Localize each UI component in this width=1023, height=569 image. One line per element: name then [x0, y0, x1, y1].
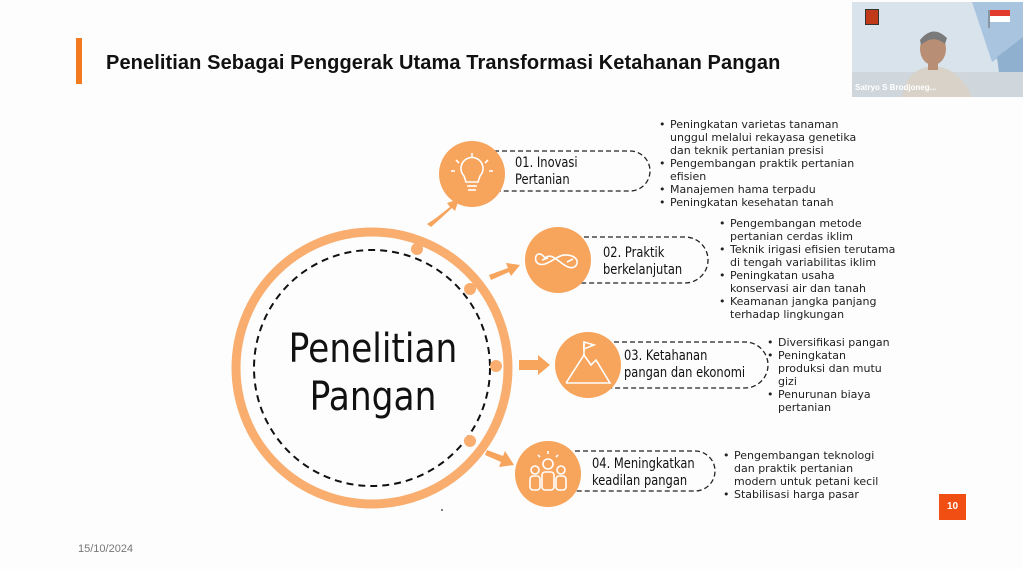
item-3-label-line2: pangan dan ekonomi [624, 365, 746, 381]
item-3-bullets [767, 336, 890, 414]
item-1-bullets [659, 118, 856, 209]
center-title-line2: Pangan [309, 374, 437, 420]
arrow-4 [485, 450, 514, 467]
ring-node [490, 360, 502, 372]
bullet: • Peningkatan varietas tanaman unggul melalui rekayasa genetika dan teknik pertanian presisi [659, 118, 856, 157]
item-4-label-line1: 04. Meningkatkan [592, 456, 695, 472]
bullet: • Keamanan jangka panjang terhadap lingkungan [719, 295, 895, 321]
node-circle-4 [515, 441, 581, 507]
item-1-label [515, 155, 578, 189]
item-1-label-line1: 01. Inovasi [515, 155, 578, 171]
arrow-1 [427, 199, 459, 227]
center-title [278, 325, 469, 421]
bullet: • Stabilisasi harga pasar [723, 488, 878, 501]
participant-name: Satryo S Brodjoneg... [855, 83, 937, 92]
item-1-label-line2: Pertanian [515, 172, 570, 188]
bullet: • Diversifikasi pangan [767, 336, 890, 349]
bullet: • Pengembangan teknologi dan praktik pertanian modern untuk petani kecil [723, 449, 878, 488]
stray-dot [441, 509, 443, 511]
slide-date: 15/10/2024 [78, 543, 134, 555]
item-2-label-line1: 02. Praktik [603, 245, 665, 261]
bullet: • Pengembangan metode pertanian cerdas iklim [719, 217, 895, 243]
participant-video-tile[interactable] [852, 2, 1023, 97]
item-3-label-line1: 03. Ketahanan [624, 348, 708, 364]
item-3-label [624, 348, 745, 382]
ring-node [411, 243, 423, 255]
node-circle-1 [439, 141, 505, 207]
center-title-line1: Penelitian [288, 326, 458, 372]
slide-title: Penelitian Sebagai Penggerak Utama Transformasi Ketahanan Pangan [106, 52, 781, 74]
item-2-label-line2: berkelanjutan [603, 262, 683, 278]
item-4-bullets [723, 449, 878, 501]
bullet: • Peningkatan usaha konservasi air dan tanah [719, 269, 895, 295]
logo-icon [865, 9, 879, 25]
bullet: • Pengembangan praktik pertanian efisien [659, 157, 856, 183]
bullet: • Manajemen hama terpadu [659, 183, 856, 196]
bullet: • Peningkatan produksi dan mutu gizi [767, 349, 890, 388]
item-4-label [592, 456, 695, 490]
node-circle-3 [555, 332, 621, 398]
item-2-label [603, 245, 682, 279]
item-4-label-line2: keadilan pangan [592, 473, 688, 489]
bullet: • Teknik irigasi efisien terutama di tengah variabilitas iklim [719, 243, 895, 269]
bullet: • Penurunan biaya pertanian [767, 388, 890, 414]
bullet: • Peningkatan kesehatan tanah [659, 196, 856, 209]
arrow-3 [519, 355, 550, 375]
page-number-badge: 10 [939, 494, 966, 520]
ring-node [464, 283, 476, 295]
item-2-bullets [719, 217, 895, 321]
arrow-2 [489, 263, 520, 280]
ring-node [464, 435, 476, 447]
